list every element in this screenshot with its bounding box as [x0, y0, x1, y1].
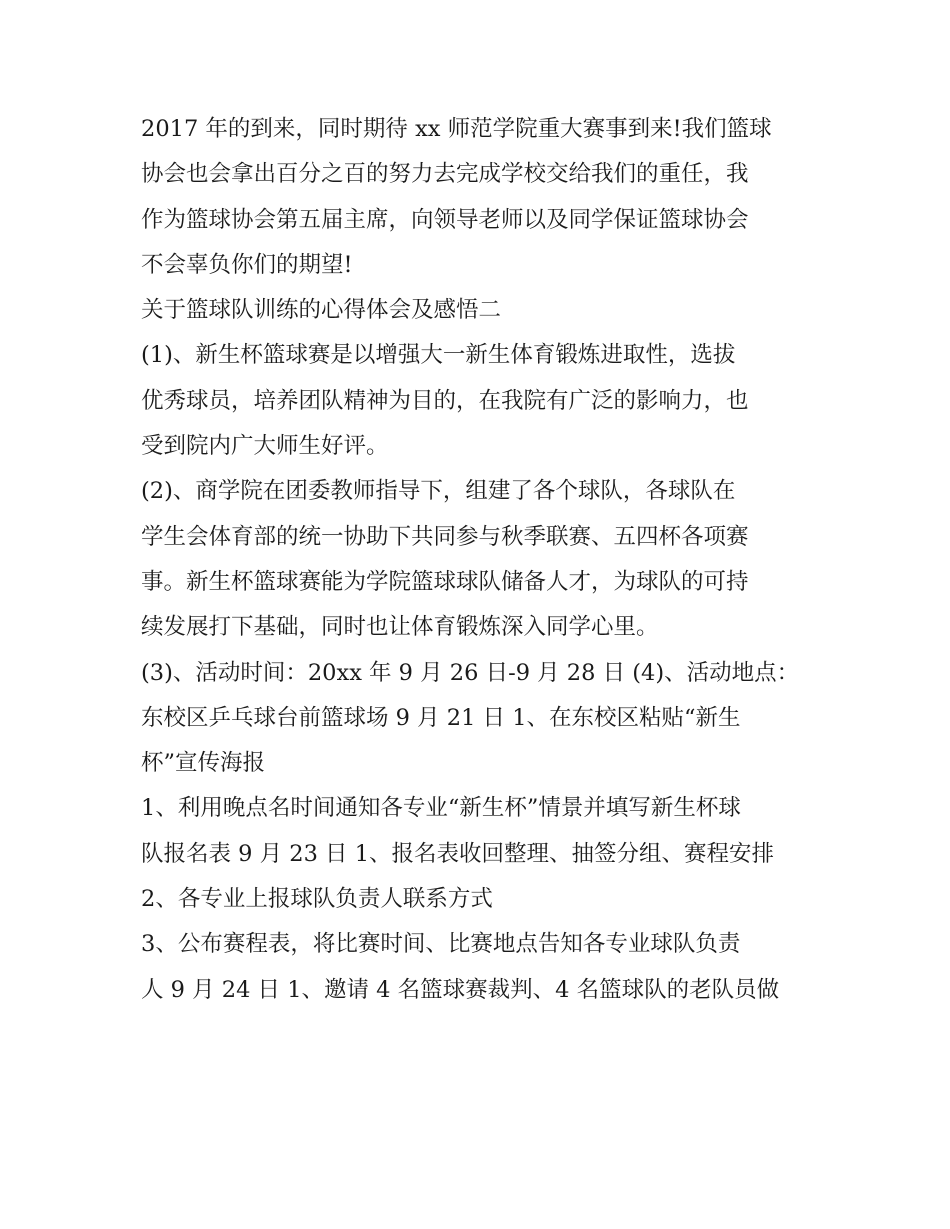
- text-line: 人 9 月 24 日 1、邀请 4 名篮球赛裁判、4 名篮球队的老队员做: [141, 976, 780, 1003]
- text-line: 事。新生杯篮球赛能为学院篮球球队储备人才，为球队的可持: [141, 568, 749, 595]
- section-heading: 关于篮球队训练的心得体会及感悟二: [141, 297, 502, 324]
- text-line: 1、利用晚点名时间通知各专业“新生杯”情景并填写新生杯球: [141, 795, 741, 822]
- text-line: (1)、新生杯篮球赛是以增强大一新生体育锻炼进取性，选拔: [141, 342, 736, 369]
- text-line: 学生会体育部的统一协助下共同参与秋季联赛、五四杯各项赛: [141, 523, 749, 550]
- text-line: 队报名表 9 月 23 日 1、报名表收回整理、抽签分组、赛程安排: [141, 840, 775, 867]
- text-line: 东校区乒乓球台前篮球场 9 月 21 日 1、在东校区粘贴“新生: [141, 704, 741, 731]
- text-line: 杯”宣传海报: [141, 750, 266, 777]
- text-line: 作为篮球协会第五届主席，向领导老师以及同学保证篮球协会: [141, 206, 749, 233]
- text-line: 优秀球员，培养团队精神为目的，在我院有广泛的影响力，也: [141, 387, 749, 414]
- text-line: 2、各专业上报球队负责人联系方式: [141, 886, 493, 913]
- text-line: 受到院内广大师生好评。: [141, 433, 389, 460]
- text-line: 2017 年的到来，同时期待 xx 师范学院重大赛事到来!我们篮球: [141, 116, 772, 142]
- text-line: 不会辜负你们的期望!: [141, 251, 353, 278]
- text-line: (2)、商学院在团委教师指导下，组建了各个球队，各球队在: [141, 478, 736, 505]
- text-line: 3、公布赛程表，将比赛时间、比赛地点告知各专业球队负责: [141, 931, 741, 958]
- text-line: 续发展打下基础，同时也让体育锻炼深入同学心里。: [141, 614, 659, 641]
- text-line: (3)、活动时间：20xx 年 9 月 26 日-9 月 28 日 (4)、活动地点：: [141, 659, 800, 686]
- document-body: [141, 107, 821, 1013]
- text-line: 协会也会拿出百分之百的努力去完成学校交给我们的重任，我: [141, 161, 749, 188]
